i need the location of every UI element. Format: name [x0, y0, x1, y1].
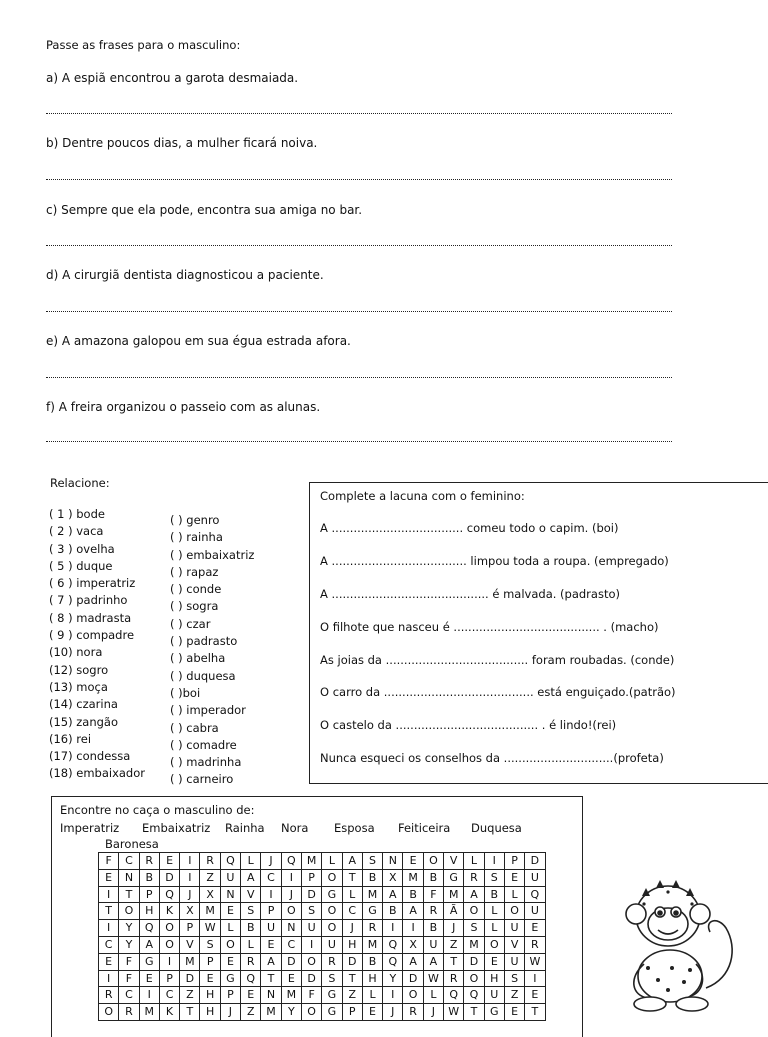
- wordsearch-cell[interactable]: G: [362, 903, 382, 920]
- wordsearch-cell[interactable]: N: [119, 869, 139, 886]
- wordsearch-cell[interactable]: R: [119, 1004, 139, 1021]
- complete-box: [309, 482, 768, 784]
- relacione-left-item: ( 3 ) ovelha: [49, 541, 115, 556]
- wordsearch-cell[interactable]: R: [322, 953, 342, 970]
- wordsearch-cell[interactable]: J: [423, 1004, 443, 1021]
- relacione-right-item[interactable]: ( ) duquesa: [170, 668, 236, 683]
- wordsearch-cell[interactable]: T: [180, 1004, 200, 1021]
- wordsearch-cell[interactable]: E: [403, 853, 423, 870]
- wordsearch-cell[interactable]: L: [504, 886, 524, 903]
- wordsearch-cell[interactable]: U: [525, 869, 545, 886]
- wordsearch-cell[interactable]: D: [525, 853, 545, 870]
- complete-line[interactable]: As joias da ....................................... foram roubadas. (conde): [320, 653, 675, 667]
- wordsearch-row: [99, 953, 546, 970]
- wordsearch-cell[interactable]: A: [342, 853, 362, 870]
- wordsearch-cell[interactable]: O: [322, 903, 342, 920]
- wordsearch-cell[interactable]: T: [525, 1004, 545, 1021]
- word-rainha: Rainha: [225, 821, 265, 835]
- wordsearch-cell[interactable]: U: [301, 920, 321, 937]
- wordsearch-cell[interactable]: F: [301, 987, 321, 1004]
- wordsearch-cell[interactable]: E: [139, 970, 159, 987]
- wordsearch-cell[interactable]: O: [464, 970, 484, 987]
- wordsearch-cell[interactable]: O: [423, 853, 443, 870]
- wordsearch-cell[interactable]: L: [464, 853, 484, 870]
- wordsearch-cell[interactable]: D: [403, 970, 423, 987]
- wordsearch-cell[interactable]: O: [99, 1004, 119, 1021]
- wordsearch-cell[interactable]: H: [484, 970, 504, 987]
- wordsearch-cell[interactable]: S: [322, 970, 342, 987]
- sentence-e: e) A amazona galopou em sua égua estrada afora.: [46, 334, 351, 348]
- wordsearch-cell[interactable]: I: [484, 853, 504, 870]
- wordsearch-cell[interactable]: R: [464, 869, 484, 886]
- wordsearch-cell[interactable]: O: [119, 903, 139, 920]
- wordsearch-cell[interactable]: E: [484, 953, 504, 970]
- wordsearch-cell[interactable]: L: [484, 920, 504, 937]
- wordsearch-cell[interactable]: Q: [464, 987, 484, 1004]
- wordsearch-cell[interactable]: S: [301, 903, 321, 920]
- wordsearch-cell[interactable]: Y: [383, 970, 403, 987]
- wordsearch-cell[interactable]: U: [504, 953, 524, 970]
- wordsearch-cell[interactable]: R: [241, 953, 261, 970]
- wordsearch-cell[interactable]: C: [342, 903, 362, 920]
- wordsearch-cell[interactable]: Z: [200, 869, 220, 886]
- wordsearch-cell[interactable]: E: [99, 953, 119, 970]
- relacione-right-item[interactable]: ( ) cabra: [170, 720, 219, 735]
- wordsearch-cell[interactable]: O: [301, 953, 321, 970]
- wordsearch-cell[interactable]: U: [525, 903, 545, 920]
- wordsearch-cell[interactable]: U: [261, 920, 281, 937]
- wordsearch-grid: [98, 852, 546, 1021]
- wordsearch-cell[interactable]: G: [444, 869, 464, 886]
- wordsearch-cell[interactable]: I: [525, 970, 545, 987]
- wordsearch-cell[interactable]: J: [383, 1004, 403, 1021]
- wordsearch-cell[interactable]: O: [484, 936, 504, 953]
- wordsearch-cell[interactable]: G: [322, 1004, 342, 1021]
- relacione-right-item[interactable]: ( ) padrasto: [170, 634, 238, 649]
- word-baronesa: Baronesa: [105, 837, 159, 851]
- wordsearch-cell[interactable]: Q: [220, 853, 240, 870]
- wordsearch-cell[interactable]: I: [159, 953, 179, 970]
- wordsearch-cell[interactable]: T: [444, 953, 464, 970]
- wordsearch-cell[interactable]: U: [322, 936, 342, 953]
- wordsearch-cell[interactable]: A: [139, 936, 159, 953]
- wordsearch-cell[interactable]: G: [322, 886, 342, 903]
- wordsearch-cell[interactable]: E: [525, 987, 545, 1004]
- wordsearch-cell[interactable]: O: [322, 920, 342, 937]
- wordsearch-cell[interactable]: J: [281, 886, 301, 903]
- wordsearch-cell[interactable]: E: [241, 987, 261, 1004]
- relacione-right-item[interactable]: ( ) sogra: [170, 599, 219, 614]
- relacione-left-item: ( 1 ) bode: [49, 507, 105, 521]
- wordsearch-cell[interactable]: P: [261, 903, 281, 920]
- wordsearch-cell[interactable]: P: [504, 853, 524, 870]
- wordsearch-cell[interactable]: Z: [180, 987, 200, 1004]
- wordsearch-cell[interactable]: T: [99, 903, 119, 920]
- wordsearch-cell[interactable]: I: [403, 920, 423, 937]
- wordsearch-cell[interactable]: D: [301, 886, 321, 903]
- wordsearch-cell[interactable]: M: [403, 869, 423, 886]
- wordsearch-cell[interactable]: E: [99, 869, 119, 886]
- wordsearch-cell[interactable]: Q: [383, 953, 403, 970]
- wordsearch-cell[interactable]: U: [423, 936, 443, 953]
- wordsearch-cell[interactable]: P: [301, 869, 321, 886]
- wordsearch-cell[interactable]: I: [180, 853, 200, 870]
- wordsearch-cell[interactable]: L: [241, 853, 261, 870]
- wordsearch-cell[interactable]: F: [119, 970, 139, 987]
- wordsearch-cell[interactable]: B: [241, 920, 261, 937]
- instruction-masculino: Passe as frases para o masculino:: [46, 38, 241, 52]
- wordsearch-cell[interactable]: Q: [383, 936, 403, 953]
- wordsearch-cell[interactable]: W: [423, 970, 443, 987]
- wordsearch-cell[interactable]: N: [383, 853, 403, 870]
- wordsearch-cell[interactable]: O: [301, 1004, 321, 1021]
- wordsearch-cell[interactable]: Q: [525, 886, 545, 903]
- wordsearch-cell[interactable]: B: [403, 886, 423, 903]
- answer-line-d[interactable]: [46, 311, 672, 312]
- wordsearch-cell[interactable]: J: [180, 886, 200, 903]
- wordsearch-row: [99, 886, 546, 903]
- wordsearch-cell[interactable]: V: [444, 853, 464, 870]
- relacione-right-item[interactable]: ( ) abelha: [170, 651, 226, 666]
- relacione-right-item[interactable]: ( ) madrinha: [170, 755, 242, 770]
- wordsearch-cell[interactable]: J: [220, 1004, 240, 1021]
- wordsearch-cell[interactable]: G: [139, 953, 159, 970]
- monkey-illustration: [598, 868, 748, 1018]
- wordsearch-title: Encontre no caça o masculino de:: [60, 803, 255, 817]
- wordsearch-cell[interactable]: J: [444, 920, 464, 937]
- wordsearch-cell[interactable]: P: [180, 920, 200, 937]
- wordsearch-cell[interactable]: I: [261, 886, 281, 903]
- wordsearch-cell[interactable]: T: [342, 869, 362, 886]
- wordsearch-row: [99, 853, 546, 870]
- wordsearch-cell[interactable]: M: [200, 903, 220, 920]
- wordsearch-cell[interactable]: S: [241, 903, 261, 920]
- sentence-a: a) A espiã encontrou a garota desmaiada.: [46, 71, 299, 85]
- complete-line[interactable]: A ........................................... é malvada. (padrasto): [320, 587, 620, 601]
- relacione-right-item[interactable]: ( ) genro: [170, 513, 220, 527]
- relacione-left-item: (18) embaixador: [49, 766, 145, 781]
- wordsearch-cell[interactable]: E: [281, 970, 301, 987]
- wordsearch-cell[interactable]: I: [383, 987, 403, 1004]
- wordsearch-cell[interactable]: F: [423, 886, 443, 903]
- wordsearch-cell[interactable]: V: [241, 886, 261, 903]
- wordsearch-cell[interactable]: M: [362, 936, 382, 953]
- wordsearch-cell[interactable]: C: [99, 936, 119, 953]
- wordsearch-cell[interactable]: O: [159, 920, 179, 937]
- word-esposa: Esposa: [334, 821, 375, 835]
- wordsearch-cell[interactable]: H: [342, 936, 362, 953]
- wordsearch-cell[interactable]: I: [139, 987, 159, 1004]
- wordsearch-cell[interactable]: Q: [444, 987, 464, 1004]
- wordsearch-cell[interactable]: J: [342, 920, 362, 937]
- wordsearch-cell[interactable]: P: [159, 970, 179, 987]
- wordsearch-cell[interactable]: U: [484, 987, 504, 1004]
- wordsearch-row: [99, 869, 546, 886]
- wordsearch-cell[interactable]: I: [180, 869, 200, 886]
- wordsearch-cell[interactable]: W: [200, 920, 220, 937]
- wordsearch-cell[interactable]: L: [241, 936, 261, 953]
- wordsearch-cell[interactable]: L: [322, 853, 342, 870]
- answer-line-c[interactable]: [46, 245, 672, 246]
- complete-line[interactable]: Nunca esqueci os conselhos da ..............................(profeta): [320, 751, 664, 765]
- wordsearch-cell[interactable]: I: [383, 920, 403, 937]
- relacione-left-item: (16) rei: [49, 731, 92, 746]
- wordsearch-cell[interactable]: D: [281, 953, 301, 970]
- wordsearch-cell[interactable]: I: [99, 886, 119, 903]
- answer-line-a[interactable]: [46, 113, 672, 114]
- word-duquesa: Duquesa: [471, 821, 522, 835]
- wordsearch-cell[interactable]: R: [139, 853, 159, 870]
- wordsearch-row: [99, 1004, 546, 1021]
- wordsearch-cell[interactable]: H: [139, 903, 159, 920]
- wordsearch-cell[interactable]: O: [159, 936, 179, 953]
- wordsearch-cell[interactable]: E: [362, 1004, 382, 1021]
- wordsearch-cell[interactable]: E: [200, 970, 220, 987]
- relacione-right-item[interactable]: ( ) embaixatriz: [170, 547, 255, 562]
- relacione-right-item[interactable]: ( ) rainha: [170, 530, 223, 545]
- wordsearch-cell[interactable]: C: [119, 987, 139, 1004]
- wordsearch-cell[interactable]: Z: [504, 987, 524, 1004]
- wordsearch-cell[interactable]: C: [261, 869, 281, 886]
- wordsearch-cell[interactable]: D: [301, 970, 321, 987]
- sentence-d: d) A cirurgiã dentista diagnosticou a paciente.: [46, 268, 324, 282]
- wordsearch-cell[interactable]: L: [342, 886, 362, 903]
- wordsearch-cell[interactable]: I: [99, 970, 119, 987]
- wordsearch-cell[interactable]: Q: [139, 920, 159, 937]
- sentence-f: f) A freira organizou o passeio com as alunas.: [46, 400, 321, 414]
- complete-line[interactable]: O filhote que nasceu é ........................................ . (macho): [320, 620, 659, 634]
- wordsearch-cell[interactable]: M: [261, 1004, 281, 1021]
- wordsearch-cell[interactable]: B: [484, 886, 504, 903]
- wordsearch-cell[interactable]: L: [220, 920, 240, 937]
- wordsearch-cell[interactable]: S: [484, 869, 504, 886]
- relacione-left-item: ( 5 ) duque: [49, 558, 113, 573]
- wordsearch-cell[interactable]: P: [139, 886, 159, 903]
- relacione-right-column: [170, 512, 254, 789]
- relacione-left-item: (13) moça: [49, 679, 108, 694]
- wordsearch-cell[interactable]: K: [159, 903, 179, 920]
- wordsearch-cell[interactable]: M: [464, 936, 484, 953]
- word-nora: Nora: [281, 821, 309, 835]
- wordsearch-cell[interactable]: Z: [444, 936, 464, 953]
- relacione-right-item[interactable]: ( ) conde: [170, 582, 222, 597]
- wordsearch-cell[interactable]: I: [301, 936, 321, 953]
- wordsearch-cell[interactable]: P: [342, 1004, 362, 1021]
- wordsearch-cell[interactable]: Z: [241, 1004, 261, 1021]
- wordsearch-cell[interactable]: T: [342, 970, 362, 987]
- wordsearch-cell[interactable]: O: [504, 903, 524, 920]
- wordsearch-cell[interactable]: T: [464, 1004, 484, 1021]
- wordsearch-cell[interactable]: B: [139, 869, 159, 886]
- wordsearch-cell[interactable]: M: [301, 853, 321, 870]
- wordsearch-cell[interactable]: W: [525, 953, 545, 970]
- wordsearch-cell[interactable]: E: [159, 853, 179, 870]
- wordsearch-cell[interactable]: Q: [241, 970, 261, 987]
- wordsearch-cell[interactable]: S: [200, 936, 220, 953]
- wordsearch-cell[interactable]: B: [362, 869, 382, 886]
- wordsearch-cell[interactable]: N: [220, 886, 240, 903]
- wordsearch-cell[interactable]: B: [362, 953, 382, 970]
- wordsearch-cell[interactable]: U: [504, 920, 524, 937]
- wordsearch-cell[interactable]: E: [220, 903, 240, 920]
- relacione-left-item: (10) nora: [49, 645, 103, 660]
- wordsearch-cell[interactable]: W: [444, 1004, 464, 1021]
- wordsearch-cell[interactable]: X: [403, 936, 423, 953]
- wordsearch-cell[interactable]: D: [464, 953, 484, 970]
- complete-line[interactable]: O castelo da ....................................... . é lindo!(rei): [320, 718, 617, 732]
- sentence-c: c) Sempre que ela pode, encontra sua amiga no bar.: [46, 203, 363, 217]
- word-imperatriz: Imperatriz: [60, 821, 120, 835]
- wordsearch-cell[interactable]: Y: [119, 920, 139, 937]
- wordsearch-cell[interactable]: S: [464, 920, 484, 937]
- wordsearch-cell[interactable]: B: [383, 903, 403, 920]
- wordsearch-cell[interactable]: H: [362, 970, 382, 987]
- answer-line-e[interactable]: [46, 377, 672, 378]
- relacione-title: Relacione:: [50, 476, 110, 490]
- wordsearch-cell[interactable]: X: [200, 886, 220, 903]
- wordsearch-cell[interactable]: D: [159, 869, 179, 886]
- wordsearch-cell[interactable]: G: [322, 987, 342, 1004]
- wordsearch-cell[interactable]: J: [261, 853, 281, 870]
- wordsearch-cell[interactable]: K: [159, 1004, 179, 1021]
- wordsearch-cell[interactable]: A: [261, 953, 281, 970]
- wordsearch-cell[interactable]: C: [119, 853, 139, 870]
- wordsearch-row: [99, 903, 546, 920]
- wordsearch-cell[interactable]: T: [119, 886, 139, 903]
- wordsearch-cell[interactable]: Z: [342, 987, 362, 1004]
- wordsearch-cell[interactable]: C: [281, 936, 301, 953]
- wordsearch-cell[interactable]: E: [525, 920, 545, 937]
- wordsearch-cell[interactable]: D: [180, 970, 200, 987]
- wordsearch-row: [99, 936, 546, 953]
- wordsearch-cell[interactable]: R: [362, 920, 382, 937]
- wordsearch-cell[interactable]: N: [281, 920, 301, 937]
- wordsearch-cell[interactable]: X: [180, 903, 200, 920]
- wordsearch-cell[interactable]: B: [423, 869, 443, 886]
- wordsearch-cell[interactable]: H: [200, 1004, 220, 1021]
- wordsearch-cell[interactable]: R: [525, 936, 545, 953]
- wordsearch-cell[interactable]: V: [504, 936, 524, 953]
- answer-line-f[interactable]: [46, 441, 672, 442]
- wordsearch-cell[interactable]: G: [484, 1004, 504, 1021]
- wordsearch-cell[interactable]: L: [423, 987, 443, 1004]
- wordsearch-cell[interactable]: O: [220, 936, 240, 953]
- complete-line[interactable]: A .................................... comeu todo o capim. (boi): [320, 521, 619, 535]
- wordsearch-cell[interactable]: A: [403, 953, 423, 970]
- wordsearch-cell[interactable]: R: [423, 903, 443, 920]
- relacione-left-item: (15) zangão: [49, 714, 119, 729]
- complete-line[interactable]: A ..................................... limpou toda a roupa. (empregado): [320, 554, 669, 568]
- wordsearch-cell[interactable]: R: [99, 987, 119, 1004]
- wordsearch-cell[interactable]: B: [423, 920, 443, 937]
- wordsearch-cell[interactable]: I: [99, 920, 119, 937]
- relacione-left-item: (12) sogro: [49, 662, 109, 677]
- wordsearch-cell[interactable]: A: [241, 869, 261, 886]
- wordsearch-cell[interactable]: M: [139, 1004, 159, 1021]
- wordsearch-cell[interactable]: V: [180, 936, 200, 953]
- wordsearch-cell[interactable]: T: [261, 970, 281, 987]
- wordsearch-cell[interactable]: O: [322, 869, 342, 886]
- relacione-left-item: (14) czarina: [49, 697, 118, 712]
- relacione-right-item[interactable]: ( ) comadre: [170, 737, 237, 752]
- wordsearch-cell[interactable]: H: [200, 987, 220, 1004]
- wordsearch-cell[interactable]: S: [504, 970, 524, 987]
- word-embaixatriz: Embaixatriz: [142, 821, 211, 835]
- wordsearch-cell[interactable]: E: [504, 869, 524, 886]
- relacione-right-item[interactable]: ( ) czar: [170, 616, 211, 631]
- word-feiticeira: Feiticeira: [398, 821, 451, 835]
- wordsearch-cell[interactable]: A: [423, 953, 443, 970]
- relacione-left-item: ( 7 ) padrinho: [49, 593, 128, 608]
- wordsearch-row: [99, 970, 546, 987]
- wordsearch-cell[interactable]: Q: [159, 886, 179, 903]
- wordsearch-cell[interactable]: P: [200, 953, 220, 970]
- complete-title: Complete a lacuna com o feminino:: [320, 489, 525, 503]
- wordsearch-cell[interactable]: U: [220, 869, 240, 886]
- wordsearch-cell[interactable]: O: [281, 903, 301, 920]
- relacione-right-item[interactable]: ( ) imperador: [170, 703, 246, 718]
- wordsearch-cell[interactable]: A: [383, 886, 403, 903]
- wordsearch-cell[interactable]: C: [159, 987, 179, 1004]
- relacione-left-item: ( 6 ) imperatriz: [49, 576, 136, 591]
- wordsearch-cell[interactable]: M: [362, 886, 382, 903]
- relacione-left-item: ( 2 ) vaca: [49, 524, 104, 539]
- wordsearch-cell[interactable]: P: [220, 987, 240, 1004]
- wordsearch-row: [99, 920, 546, 937]
- sentence-b: b) Dentre poucos dias, a mulher ficará noiva.: [46, 136, 318, 150]
- relacione-left-item: (17) condessa: [49, 749, 131, 764]
- wordsearch-cell[interactable]: A: [464, 886, 484, 903]
- wordsearch-cell[interactable]: D: [342, 953, 362, 970]
- wordsearch-cell[interactable]: E: [261, 936, 281, 953]
- wordsearch-cell[interactable]: X: [383, 869, 403, 886]
- wordsearch-cell[interactable]: N: [261, 987, 281, 1004]
- wordsearch-cell[interactable]: L: [362, 987, 382, 1004]
- relacione-left-item: ( 8 ) madrasta: [49, 610, 132, 625]
- answer-line-b[interactable]: [46, 179, 672, 180]
- wordsearch-cell[interactable]: M: [444, 886, 464, 903]
- wordsearch-cell[interactable]: E: [220, 953, 240, 970]
- wordsearch-cell[interactable]: O: [464, 903, 484, 920]
- wordsearch-cell[interactable]: Y: [119, 936, 139, 953]
- wordsearch-cell[interactable]: Ã: [444, 903, 464, 920]
- wordsearch-cell[interactable]: Q: [281, 853, 301, 870]
- relacione-left-column: [49, 506, 145, 783]
- wordsearch-cell[interactable]: R: [444, 970, 464, 987]
- relacione-right-item[interactable]: ( ) carneiro: [170, 772, 234, 787]
- wordsearch-cell[interactable]: F: [119, 953, 139, 970]
- wordsearch-cell[interactable]: I: [281, 869, 301, 886]
- wordsearch-row: [99, 987, 546, 1004]
- wordsearch-cell[interactable]: G: [220, 970, 240, 987]
- relacione-right-item[interactable]: ( )boi: [170, 685, 201, 700]
- wordsearch-cell[interactable]: O: [403, 987, 423, 1004]
- wordsearch-cell[interactable]: M: [281, 987, 301, 1004]
- wordsearch-cell[interactable]: A: [403, 903, 423, 920]
- wordsearch-cell[interactable]: F: [99, 853, 119, 870]
- wordsearch-cell[interactable]: Y: [281, 1004, 301, 1021]
- relacione-left-item: ( 9 ) compadre: [49, 628, 135, 643]
- complete-line[interactable]: O carro da ......................................... está enguiçado.(patrão): [320, 685, 676, 699]
- wordsearch-cell[interactable]: S: [362, 853, 382, 870]
- wordsearch-cell[interactable]: R: [200, 853, 220, 870]
- wordsearch-cell[interactable]: R: [403, 1004, 423, 1021]
- wordsearch-cell[interactable]: E: [504, 1004, 524, 1021]
- relacione-right-item[interactable]: ( ) rapaz: [170, 564, 219, 579]
- wordsearch-cell[interactable]: L: [484, 903, 504, 920]
- wordsearch-cell[interactable]: M: [180, 953, 200, 970]
